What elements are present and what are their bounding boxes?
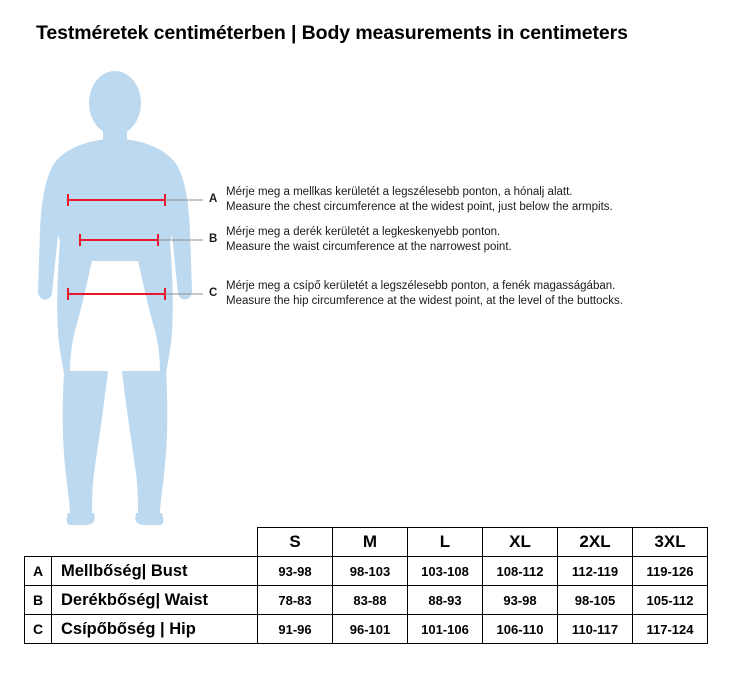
marker-letter-b: B [209,233,218,245]
cell-hip-3xl: 117-124 [633,615,708,644]
size-header-s: S [258,528,333,557]
cell-bust-3xl: 119-126 [633,557,708,586]
callout-c-hu: Mérje meg a csípő kerületét a legszélesebb ponton, a fenék magasságában. [226,280,616,292]
table-corner-blank-label [52,528,258,557]
cell-waist-s: 78-83 [258,586,333,615]
cell-hip-2xl: 110-117 [558,615,633,644]
cell-hip-l: 101-106 [408,615,483,644]
size-header-m: M [333,528,408,557]
cell-bust-2xl: 112-119 [558,557,633,586]
callout-c [226,279,623,308]
cell-bust-xl: 108-112 [483,557,558,586]
body-silhouette [38,71,192,525]
cell-waist-l: 88-93 [408,586,483,615]
cell-waist-3xl: 105-112 [633,586,708,615]
marker-letter-a: A [209,193,218,205]
row-letter-c: C [25,615,52,644]
size-header-3xl: 3XL [633,528,708,557]
table-header-row [25,528,708,557]
cell-hip-s: 91-96 [258,615,333,644]
callout-a-hu: Mérje meg a mellkas kerületét a legszélesebb ponton, a hónalj alatt. [226,186,573,198]
cell-hip-xl: 106-110 [483,615,558,644]
marker-letter-c: C [209,287,218,299]
cell-bust-s: 93-98 [258,557,333,586]
cell-bust-l: 103-108 [408,557,483,586]
callout-a [226,185,613,214]
callout-b-hu: Mérje meg a derék kerületét a legkeskenyebb ponton. [226,226,501,238]
callout-c-en: Measure the hip circumference at the widest point, at the level of the buttocks. [226,294,623,307]
row-label-bust: Mellbőség| Bust [52,557,258,586]
cell-waist-m: 83-88 [333,586,408,615]
table-corner-blank [25,528,52,557]
size-header-2xl: 2XL [558,528,633,557]
row-label-hip: Csípőbőség | Hip [52,615,258,644]
row-letter-a: A [25,557,52,586]
measurement-figure [0,55,742,525]
callout-b [226,225,512,254]
table-row [25,586,708,615]
cell-bust-m: 98-103 [333,557,408,586]
size-table [24,527,708,644]
row-letter-b: B [25,586,52,615]
callout-b-en: Measure the waist circumference at the narrowest point. [226,240,512,253]
size-header-l: L [408,528,483,557]
table-row [25,615,708,644]
cell-hip-m: 96-101 [333,615,408,644]
cell-waist-2xl: 98-105 [558,586,633,615]
cell-waist-xl: 93-98 [483,586,558,615]
page-title: Testméretek centiméterben | Body measurements in centimeters [36,22,628,44]
callout-a-en: Measure the chest circumference at the widest point, just below the armpits. [226,200,613,213]
table-row [25,557,708,586]
row-label-waist: Derékbőség| Waist [52,586,258,615]
size-header-xl: XL [483,528,558,557]
